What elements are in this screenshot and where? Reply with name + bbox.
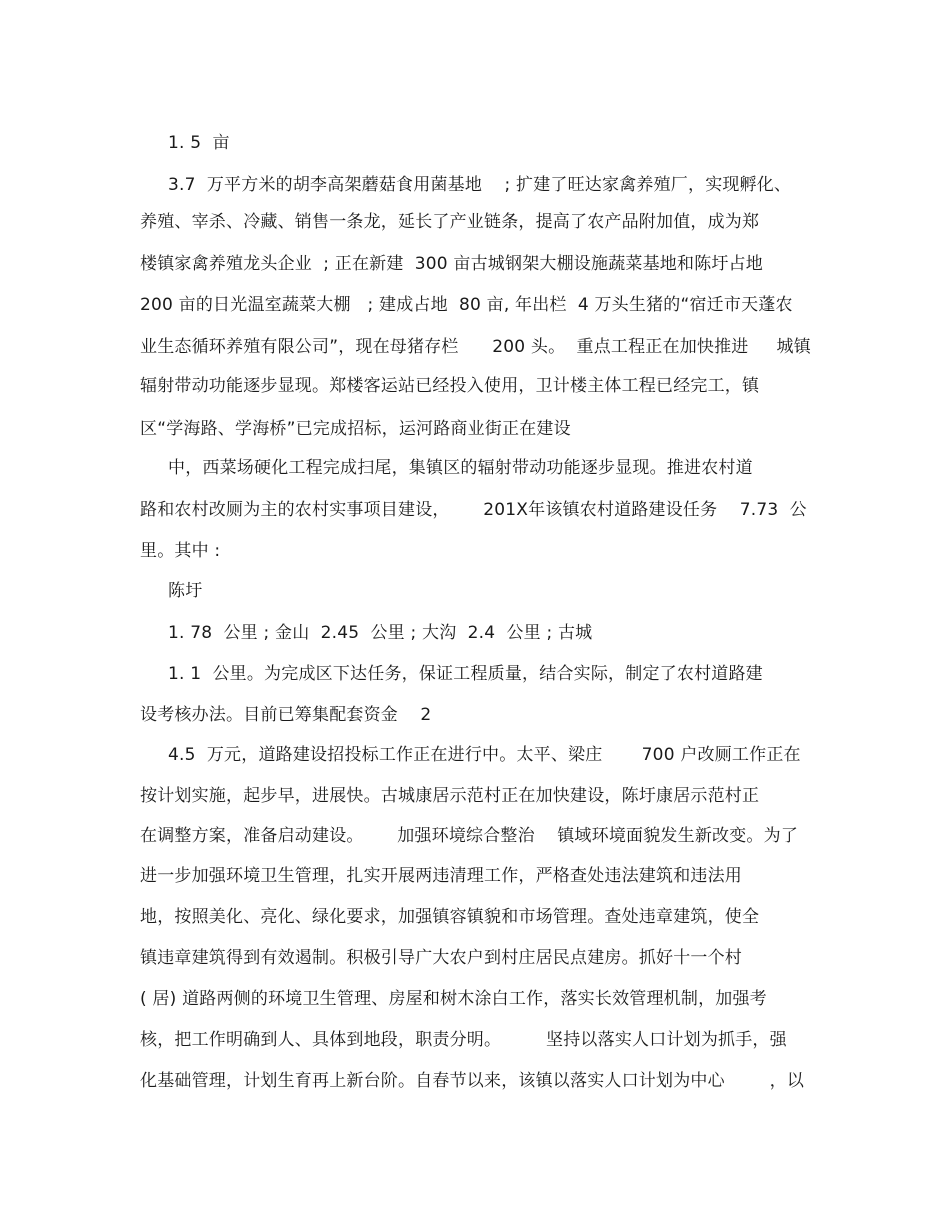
text-line: 镇违章建筑得到有效遏制。积极引导广大农户到村庄居民点建房。抓好十一个村 [140,948,742,968]
text-line: 辐射带动功能逐步显现。郑楼客运站已经投入使用，卫计楼主体工程已经完工，镇 [140,376,760,396]
text-line: 1. 1 公里。为完成区下达任务，保证工程质量，结合实际，制定了农村道路建 [168,664,763,684]
text-line: 进一步加强环境卫生管理，扎实开展两违清理工作，严格查处违法建筑和违法用 [140,866,742,886]
text-line: 楼镇家禽养殖龙头企业 ; 正在新建 300 亩古城钢架大棚设施蔬菜基地和陈圩占地 [140,254,763,274]
text-line: 地，按照美化、亮化、绿化要求，加强镇容镇貌和市场管理。查处违章建筑，使全 [140,907,760,927]
text-line: 中，西菜场硬化工程完成扫尾，集镇区的辐射带动功能逐步显现。推进农村道 [168,458,753,478]
text-line: 区“学海路、学海桥”已完成招标，运河路商业街正在建设 [140,419,571,439]
text-line: 业生态循环养殖有限公司”，现在母猪存栏 200 头。 重点工程正在加快推进 城镇 [140,337,811,357]
text-line: 核，把工作明确到人、具体到地段，职责分明。 坚持以落实人口计划为抓手，强 [140,1030,787,1050]
text-line: 陈圩 [168,581,203,601]
text-line: 200 亩的日光温室蔬菜大棚 ; 建成占地 80 亩, 年出栏 4 万头生猪的“宿迁市天蓬农 [140,295,793,315]
text-line: 1. 78 公里 ; 金山 2.45 公里 ; 大沟 2.4 公里 ; 古城 [168,623,593,643]
text-line: 按计划实施，起步早，进展快。古城康居示范村正在加快建设，陈圩康居示范村正 [140,786,760,806]
text-line: 3.7 万平方米的胡李高架蘑菇食用菌基地 ; 扩建了旺达家禽养殖厂，实现孵化、 [168,175,792,195]
text-line: 路和农村改厕为主的农村实事项目建设， 201X年该镇农村道路建设任务 7.73 公 [140,500,807,520]
text-line: 养殖、宰杀、冷藏、销售一条龙，延长了产业链条，提高了农产品附加值，成为郑 [140,212,760,232]
text-line: ( 居) 道路两侧的环境卫生管理、房屋和树木涂白工作，落实长效管理机制，加强考 [140,989,767,1009]
text-line: 化基础管理，计划生育再上新台阶。自春节以来，该镇以落实人口计划为中心 ，以 [140,1071,805,1091]
text-line: 在调整方案，准备启动建设。 加强环境综合整治 镇域环境面貌发生新改变。为了 [140,826,799,846]
text-line: 设考核办法。目前已筹集配套资金 2 [140,705,432,725]
text-line: 4.5 万元，道路建设招投标工作正在进行中。太平、梁庄 700 户改厕工作正在 [168,745,801,765]
text-line: 里。其中 : [140,541,221,561]
text-line: 1. 5 亩 [168,133,230,153]
